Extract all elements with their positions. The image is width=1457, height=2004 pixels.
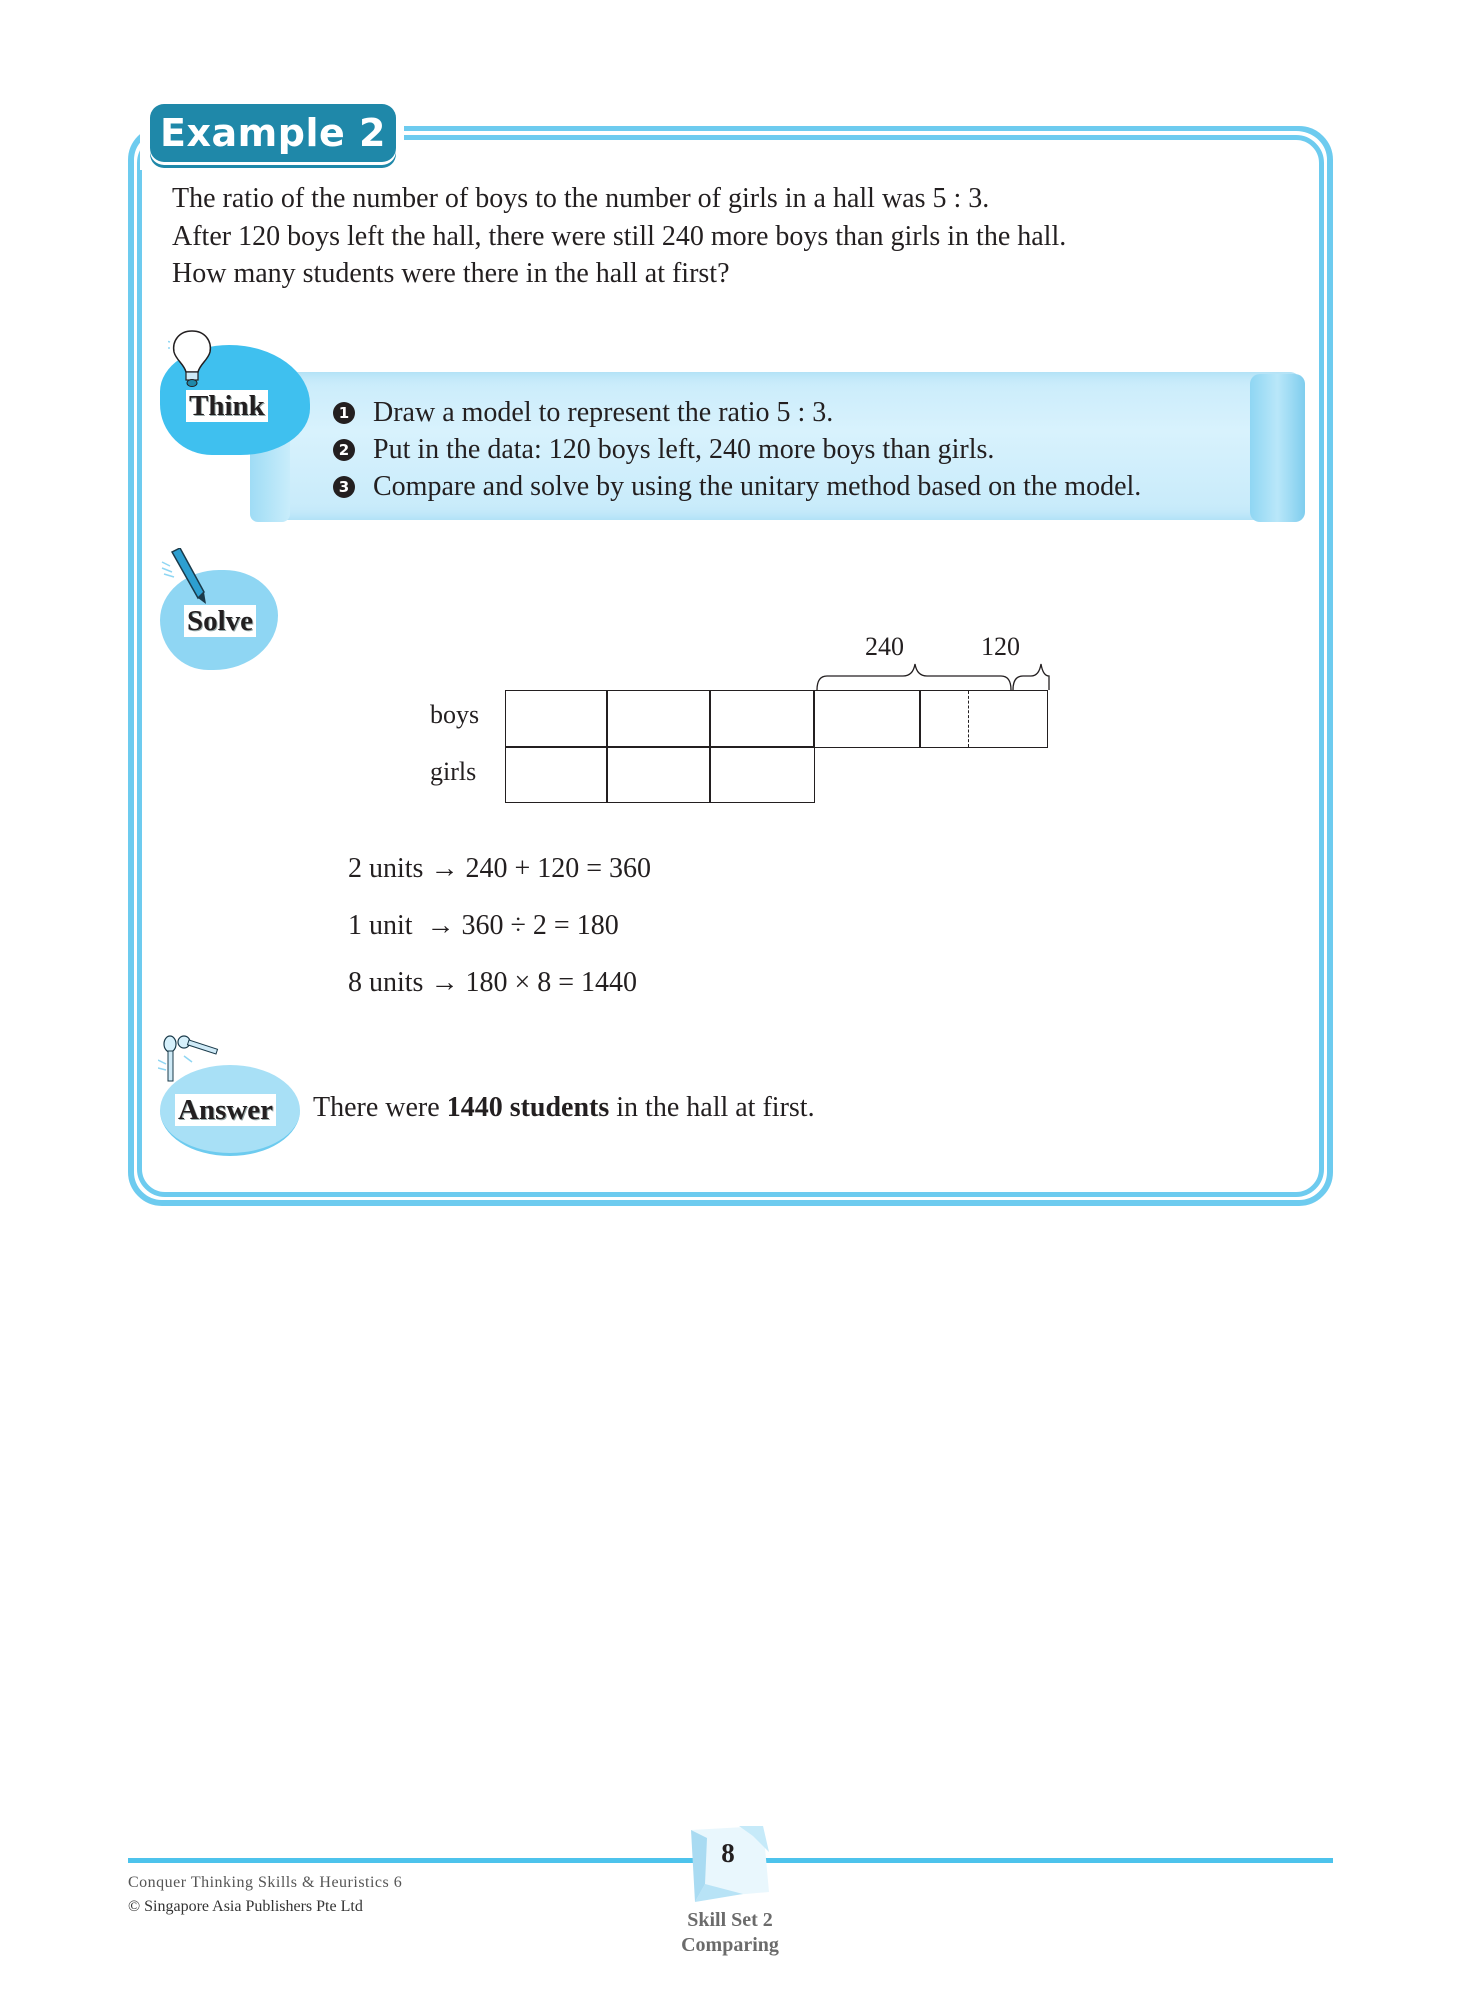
step-text: Put in the data: 120 boys left, 240 more boys than girls.: [373, 434, 995, 465]
think-steps: [333, 394, 1141, 505]
copyright: © Singapore Asia Publishers Pte Ltd: [128, 1898, 363, 1915]
scroll-right-curl: [1250, 374, 1305, 522]
solve-label: Solve: [184, 605, 256, 637]
calc-line: 8 units → 180 × 8 = 1440: [348, 967, 638, 998]
step-number-icon: 2: [333, 439, 355, 461]
think-step: [333, 431, 1141, 468]
step-number-icon: 3: [333, 476, 355, 498]
lightbulb-icon: [168, 328, 216, 390]
boys-unit: [813, 690, 921, 748]
step-number-icon: 1: [333, 402, 355, 424]
think-step: [333, 394, 1141, 431]
skill-set-number: Skill Set 2: [687, 1909, 773, 1931]
boys-unit: [709, 690, 815, 748]
brace-label-240: 240: [865, 632, 904, 661]
boys-unit: [505, 690, 608, 748]
example-title: Example 2: [150, 104, 396, 162]
skill-set: [660, 1908, 800, 1958]
girls-unit: [709, 746, 815, 803]
keys-icon: [158, 1034, 224, 1086]
boys-unit-split: [919, 690, 1048, 748]
question-line: How many students were there in the hall at first?: [172, 258, 730, 289]
girls-unit: [505, 746, 608, 803]
boys-120-divider: [968, 691, 969, 747]
think-label: Think: [186, 390, 268, 422]
step-text: Draw a model to represent the ratio 5 : 3.: [373, 397, 834, 428]
calculations: [348, 840, 651, 1011]
answer-prefix: There were: [313, 1092, 447, 1123]
question-text: [172, 180, 1272, 293]
answer-value: 1440 students: [446, 1092, 610, 1123]
girls-label: girls: [430, 757, 477, 786]
skill-set-name: Comparing: [681, 1934, 779, 1956]
question-line: The ratio of the number of boys to the number of girls in a hall was 5 : 3.: [172, 183, 990, 214]
answer-suffix: in the hall at first.: [609, 1092, 815, 1123]
boys-unit: [606, 690, 711, 748]
brace-icon: [815, 662, 1050, 692]
answer-text: [313, 1092, 815, 1124]
question-line: After 120 boys left the hall, there were still 240 more boys than girls in the hall.: [172, 220, 1067, 252]
step-text: Compare and solve by using the unitary method based on the model.: [373, 471, 1142, 502]
calc-line: 1 unit → 360 ÷ 2 = 180: [348, 910, 619, 941]
pencil-icon: [158, 548, 208, 606]
book-title: Conquer Thinking Skills & Heuristics 6: [128, 1874, 403, 1891]
brace-label-120: 120: [981, 632, 1020, 661]
boys-label: boys: [430, 700, 480, 729]
example-frame-inner: [137, 135, 1324, 1197]
answer-label: Answer: [175, 1094, 276, 1126]
page-number: 8: [721, 1838, 735, 1868]
think-step: [333, 468, 1141, 505]
girls-unit: [606, 746, 711, 803]
calc-line: 2 units → 240 + 120 = 360: [348, 853, 652, 884]
